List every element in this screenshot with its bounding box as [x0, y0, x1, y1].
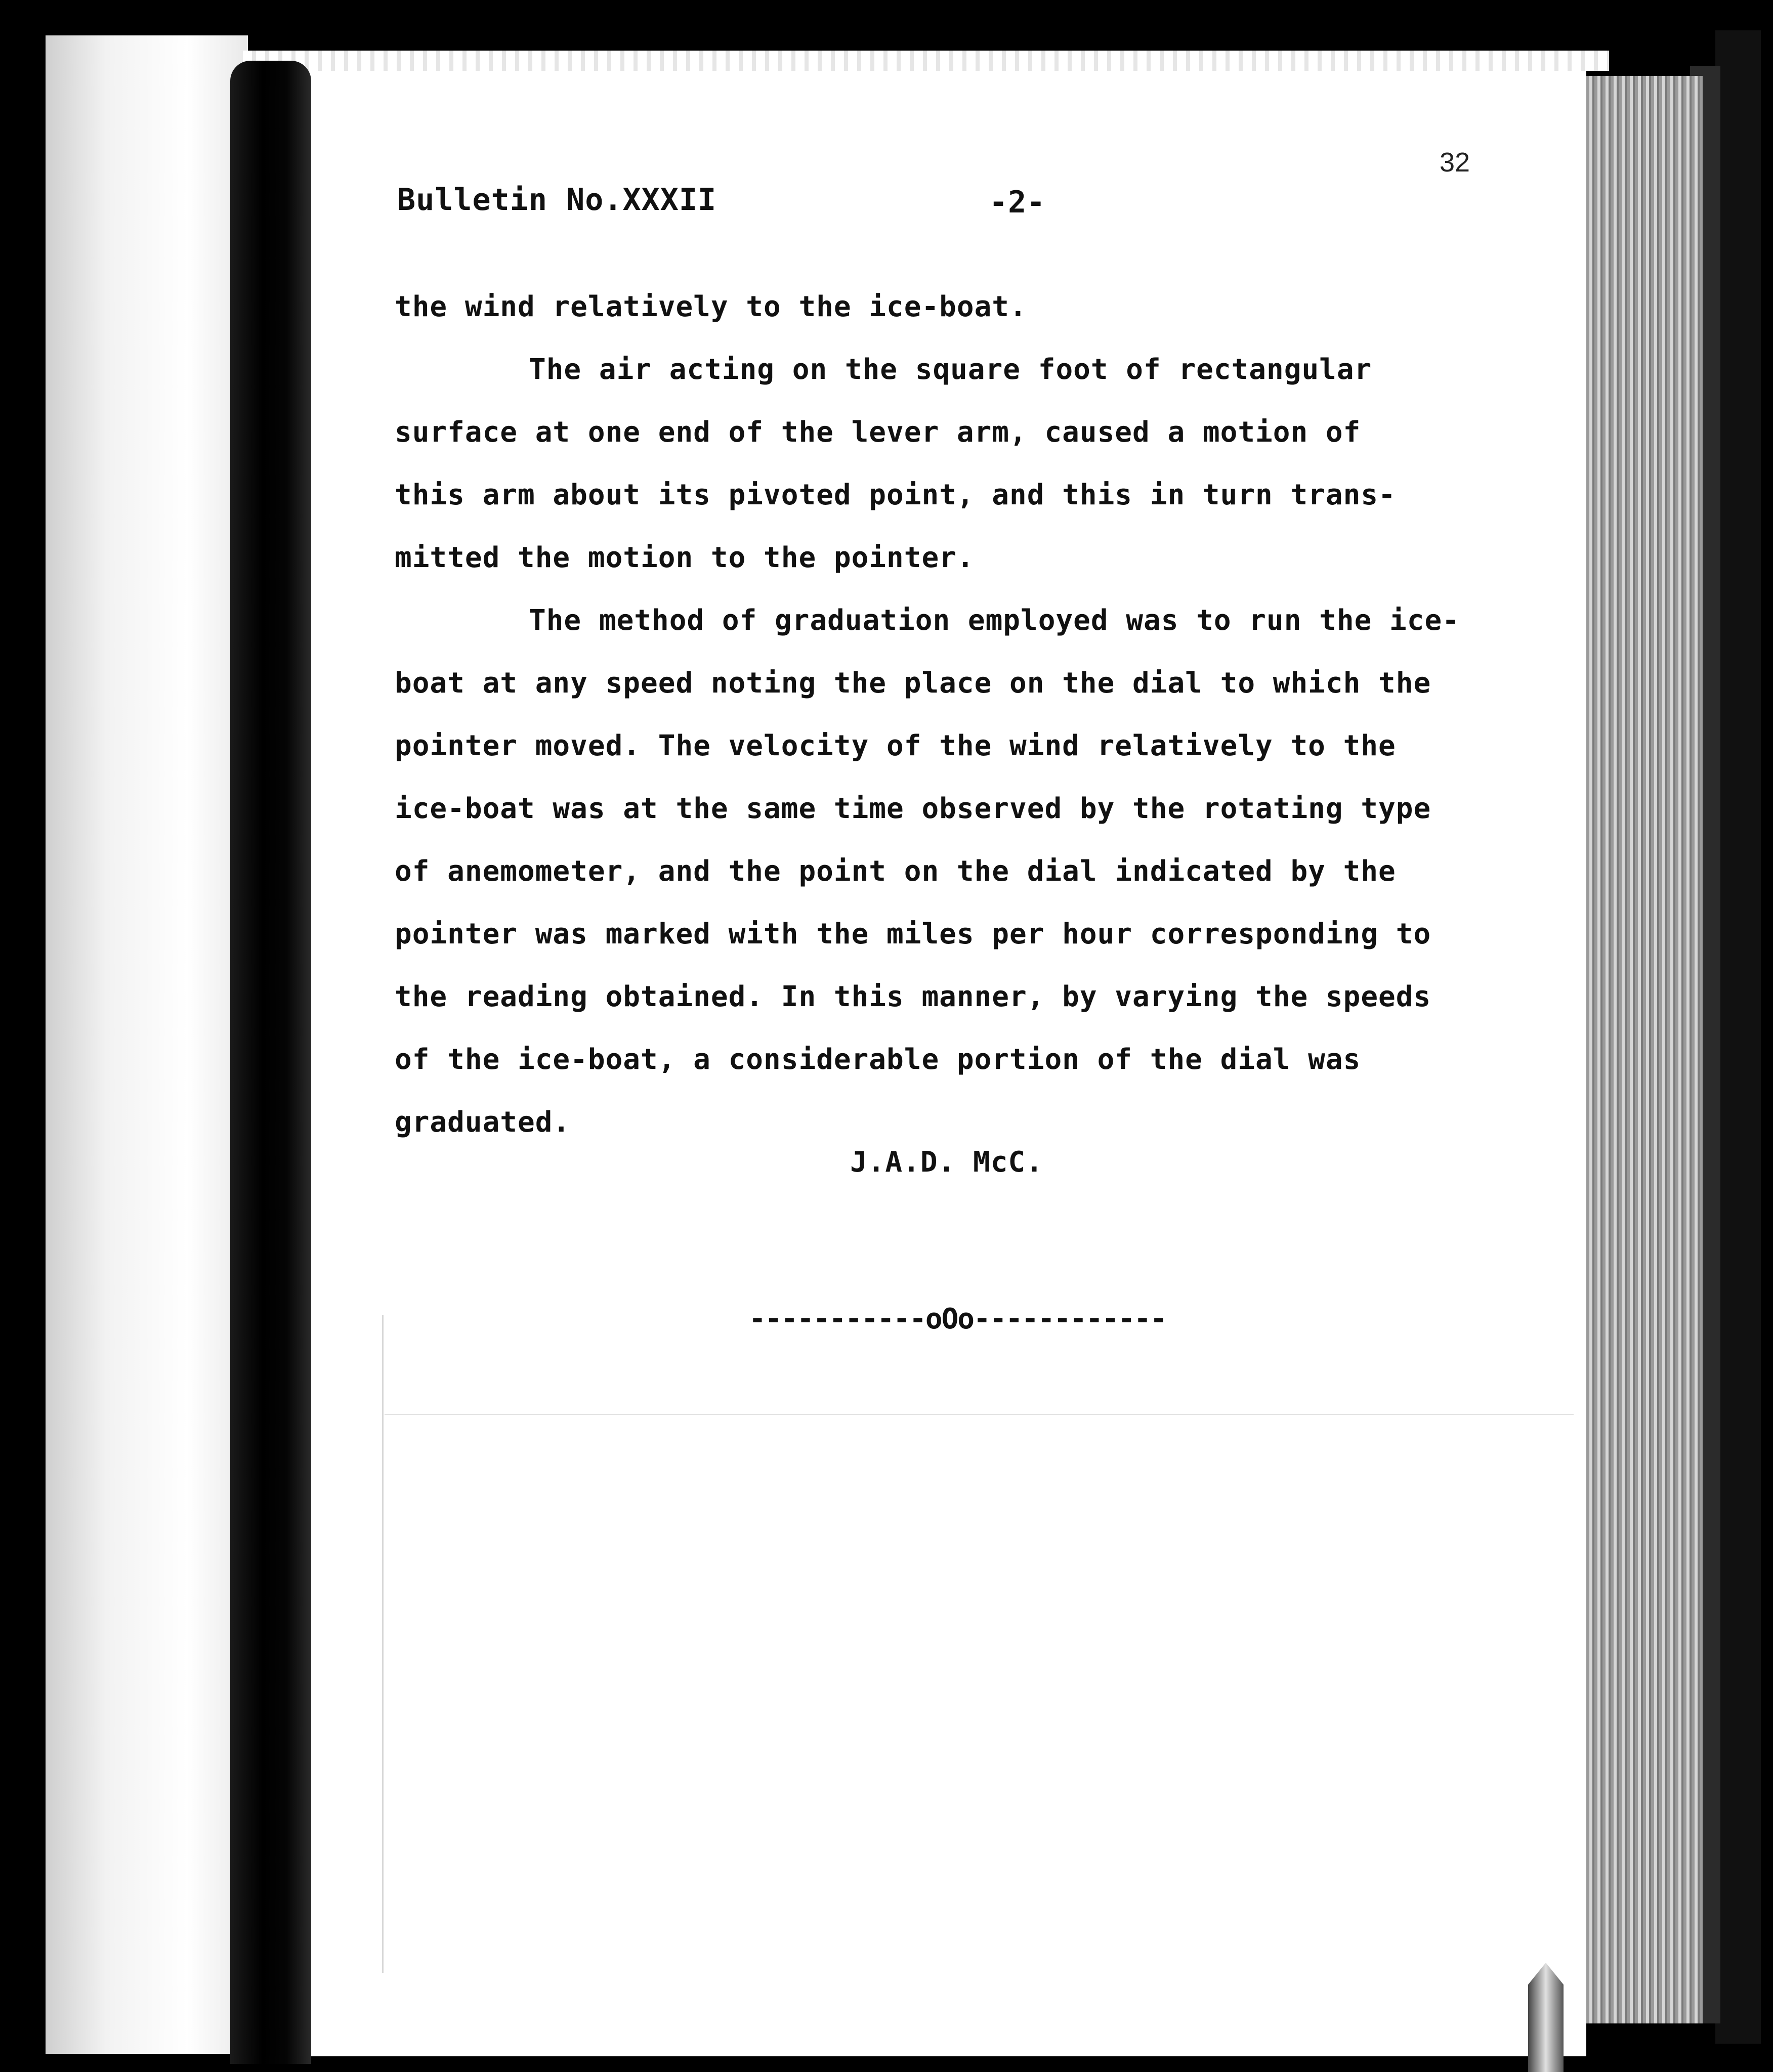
text-line: The air acting on the square foot of rectangular: [529, 353, 1372, 386]
book-cover-right: [1715, 30, 1761, 2044]
paragraph-2: [395, 338, 1528, 589]
text-line: ice-boat was at the same time observed by the rotating type: [395, 792, 1431, 825]
page-stack-edges: [1586, 76, 1703, 2023]
paragraph-3: [395, 589, 1528, 1154]
bulletin-header: Bulletin No.XXXII: [397, 182, 717, 218]
text-line: graduated.: [395, 1106, 571, 1139]
book-gutter: [230, 61, 311, 2064]
text-line: of the ice-boat, a considerable portion of the dial was: [395, 1043, 1361, 1076]
margin-rule: [382, 1315, 384, 1973]
author-initials: J.A.D. McC.: [850, 1146, 1043, 1179]
paragraph-1: [395, 276, 1528, 338]
text-line: surface at one end of the lever arm, caused a motion of: [395, 416, 1361, 449]
page-fold-line: [385, 1414, 1574, 1415]
text-line: the wind relatively to the ice-boat.: [395, 290, 1027, 323]
bookmark-ribbon: [1528, 1963, 1564, 2072]
page-top-edge: [243, 51, 1609, 71]
text-line: pointer was marked with the miles per hour corresponding to: [395, 918, 1431, 951]
text-line: pointer moved. The velocity of the wind relatively to the: [395, 729, 1396, 762]
facing-page-edge: [46, 35, 248, 2054]
end-rule: -----------oOo------------: [749, 1303, 1166, 1335]
page-number: 32: [1440, 147, 1470, 178]
text-line: mitted the motion to the pointer.: [395, 541, 975, 574]
body-text: [395, 276, 1528, 1154]
text-line: this arm about its pivoted point, and this in turn trans-: [395, 479, 1396, 511]
text-line: of anemometer, and the point on the dial indicated by the: [395, 855, 1396, 888]
text-line: boat at any speed noting the place on the dial to which the: [395, 667, 1431, 700]
page-marker: -2-: [989, 185, 1046, 220]
text-line: the reading obtained. In this manner, by varying the speeds: [395, 980, 1431, 1013]
text-line: The method of graduation employed was to run the ice-: [529, 604, 1460, 637]
